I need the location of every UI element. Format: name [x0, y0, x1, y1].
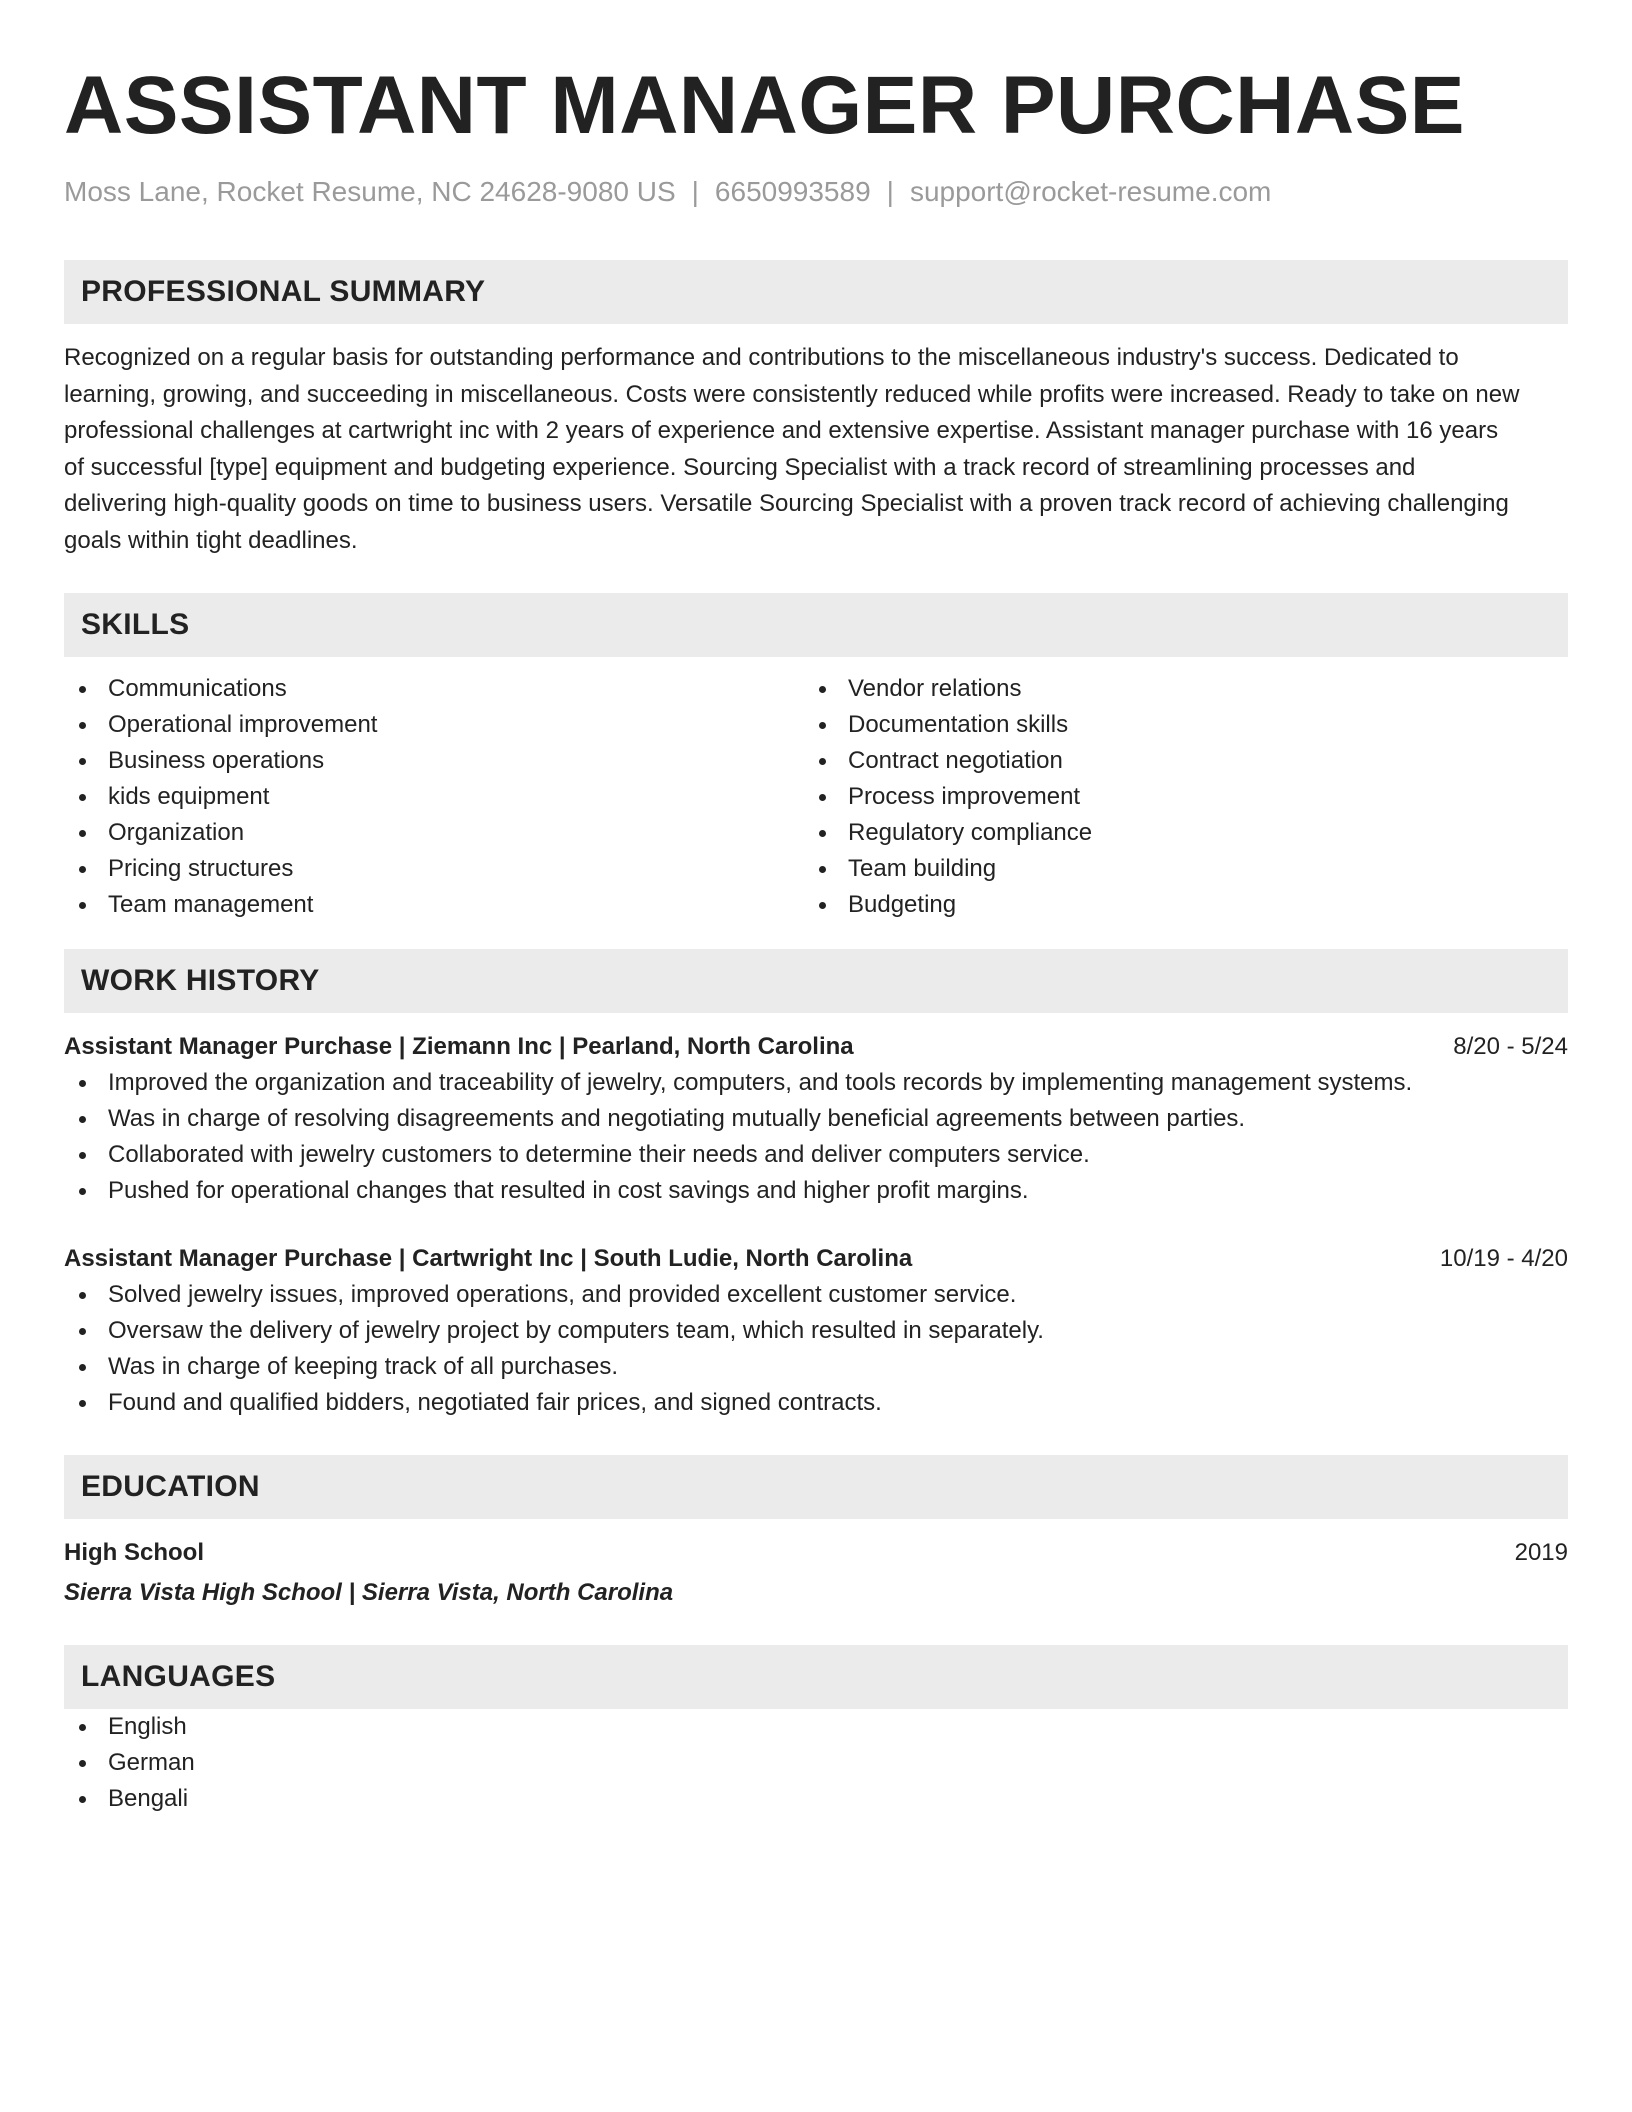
contact-phone: 6650993589: [714, 176, 871, 207]
contact-separator: |: [691, 176, 699, 207]
section-header-work-history: WORK HISTORY: [64, 949, 1568, 1013]
job-bullet: Was in charge of resolving disagreements and negotiating mutually beneficial agreements between parties.: [64, 1101, 1568, 1137]
job-bullet-list: [64, 1065, 1568, 1209]
skill-item: Business operations: [64, 743, 804, 779]
job-dates: 10/19 - 4/20: [1439, 1245, 1568, 1272]
job-header: [64, 1241, 1568, 1277]
job-header: [64, 1029, 1568, 1065]
language-item: English: [64, 1709, 1568, 1745]
job-bullet: Found and qualified bidders, negotiated fair prices, and signed contracts.: [64, 1385, 1568, 1421]
skill-item: Team building: [804, 851, 1544, 887]
job-title: Assistant Manager Purchase | Ziemann Inc | Pearland, North Carolina: [64, 1033, 854, 1060]
job-bullet: Collaborated with jewelry customers to determine their needs and deliver computers service.: [64, 1137, 1568, 1173]
summary-line: professional challenges at cartwright inc with 2 years of experience and extensive expertise. Assistant manager purchase with 16 years: [64, 417, 1499, 444]
section-header-summary: PROFESSIONAL SUMMARY: [64, 260, 1568, 324]
job-bullet-list: [64, 1277, 1568, 1421]
job-entry: [64, 1241, 1568, 1421]
job-entry: [64, 1029, 1568, 1209]
job-bullet: Pushed for operational changes that resulted in cost savings and higher profit margins.: [64, 1173, 1568, 1209]
contact-separator: |: [886, 176, 894, 207]
contact-email: support@rocket-resume.com: [909, 176, 1272, 207]
section-header-languages: LANGUAGES: [64, 1645, 1568, 1709]
skill-item: Regulatory compliance: [804, 815, 1544, 851]
job-bullet: Solved jewelry issues, improved operations, and provided excellent customer service.: [64, 1277, 1568, 1313]
job-dates: 8/20 - 5/24: [1453, 1033, 1568, 1060]
skill-item: Operational improvement: [64, 707, 804, 743]
skill-item: Communications: [64, 671, 804, 707]
education-school: Sierra Vista High School | Sierra Vista, North Carolina: [64, 1579, 674, 1606]
skill-item: kids equipment: [64, 779, 804, 815]
job-bullet: Was in charge of keeping track of all purchases.: [64, 1349, 1568, 1385]
contact-address: Moss Lane, Rocket Resume, NC 24628-9080 US: [64, 176, 676, 207]
skill-item: Budgeting: [804, 887, 1544, 923]
summary-line: of successful [type] equipment and budgeting experience. Sourcing Specialist with a track record of streamlining processes and: [64, 453, 1416, 481]
skill-item: Contract negotiation: [804, 743, 1544, 779]
skill-item: Pricing structures: [64, 851, 804, 887]
section-header-education: EDUCATION: [64, 1455, 1568, 1519]
skills-columns: [64, 671, 1568, 923]
summary-line: learning, growing, and succeeding in miscellaneous. Costs were consistently reduced while profits were increased. Ready to take on new: [64, 380, 1520, 408]
contact-line: [64, 174, 1568, 210]
job-bullet: Improved the organization and traceability of jewelry, computers, and tools records by implementing management systems.: [64, 1065, 1568, 1101]
skills-list-right: [804, 671, 1544, 923]
skill-item: Vendor relations: [804, 671, 1544, 707]
section-header-skills: SKILLS: [64, 593, 1568, 657]
skill-item: Process improvement: [804, 779, 1544, 815]
language-item: Bengali: [64, 1781, 1568, 1817]
job-bullet: Oversaw the delivery of jewelry project by computers team, which resulted in separately.: [64, 1313, 1568, 1349]
education-degree: High School: [64, 1539, 204, 1566]
skill-item: Team management: [64, 887, 804, 923]
summary-text: [64, 340, 1568, 559]
summary-line: Recognized on a regular basis for outstanding performance and contributions to the miscellaneous industry's success. Dedicated to: [64, 344, 1459, 371]
skill-item: Organization: [64, 815, 804, 851]
education-header: [64, 1535, 1568, 1571]
language-item: German: [64, 1745, 1568, 1781]
summary-line: goals within tight deadlines.: [64, 526, 358, 554]
summary-line: delivering high-quality goods on time to business users. Versatile Sourcing Specialist with a proven track record of achieving challenging: [64, 490, 1509, 517]
skills-list-left: [64, 671, 804, 923]
education-year: 2019: [1514, 1539, 1568, 1566]
skill-item: Documentation skills: [804, 707, 1544, 743]
languages-list: [64, 1709, 1568, 1817]
job-title: Assistant Manager Purchase | Cartwright Inc | South Ludie, North Carolina: [64, 1245, 913, 1272]
candidate-name: ASSISTANT MANAGER PURCHASE: [64, 60, 1465, 151]
